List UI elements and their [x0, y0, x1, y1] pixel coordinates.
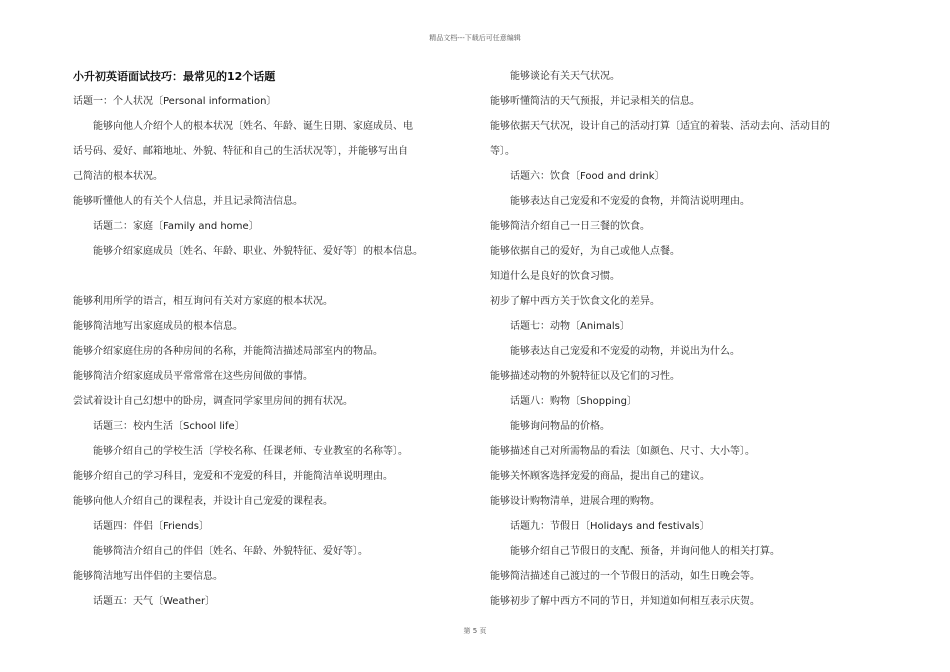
- blank-line: [73, 264, 473, 289]
- text-line: 能够简洁介绍自己一日三餐的饮食。: [490, 221, 650, 232]
- page-header: 精品文档---下载后可任意编辑: [429, 34, 521, 42]
- text-line: 话题七：动物〔Animals〕: [510, 321, 630, 332]
- text-line: 能够描述动物的外貌特征以及它们的习性。: [490, 371, 680, 382]
- text-line: 能够谈论有关天气状况。: [510, 71, 620, 82]
- text-line: 等〕。: [490, 146, 515, 157]
- left-column: [73, 64, 473, 614]
- text-line: 话题五：天气〔Weather〕: [93, 596, 216, 607]
- document-title: 小升初英语面试技巧：最常见的12个话题: [73, 70, 276, 83]
- text-line: 能够利用所学的语言，相互询问有关对方家庭的根本状况。: [73, 296, 333, 307]
- page-footer: 第 5 页: [463, 627, 487, 635]
- text-line: 话号码、爱好、邮箱地址、外貌、特征和自己的生活状况等〕，并能够写出自: [73, 146, 408, 157]
- text-line: 能够依据自己的爱好，为自己或他人点餐。: [490, 246, 680, 257]
- text-line: 己简洁的根本状况。: [73, 171, 163, 182]
- text-line: 能够表达自己宠爱和不宠爱的动物，并说出为什么。: [510, 346, 740, 357]
- text-line: 话题三：校内生活〔School life〕: [93, 421, 245, 432]
- text-line: 能够询问物品的价格。: [510, 421, 610, 432]
- text-line: 话题九：节假日〔Holidays and festivals〕: [510, 521, 710, 532]
- text-line: 能够关怀顾客选择宠爱的商品，提出自己的建议。: [490, 471, 710, 482]
- text-line: 能够简洁地写出伴侣的主要信息。: [73, 571, 223, 582]
- text-line: 能够向他人介绍自己的课程表，并设计自己宠爱的课程表。: [73, 496, 333, 507]
- text-line: 能够介绍自己的学习科目，宠爱和不宠爱的科目，并能简洁单说明理由。: [73, 471, 393, 482]
- text-line: 话题八：购物〔Shopping〕: [510, 396, 637, 407]
- text-line: 话题四：伴侣〔Friends〕: [93, 521, 209, 532]
- text-line: 能够介绍家庭住房的各种房间的名称，并能简洁描述局部室内的物品。: [73, 346, 383, 357]
- text-line: 初步了解中西方关于饮食文化的差异。: [490, 296, 660, 307]
- text-line: 知道什么是良好的饮食习惯。: [490, 271, 620, 282]
- right-column: [490, 64, 890, 614]
- text-line: 能够依据天气状况，设计自己的活动打算〔适宜的着装、活动去向、活动目的: [490, 121, 830, 132]
- text-line: 能够简洁描述自己渡过的一个节假日的活动，如生日晚会等。: [490, 571, 760, 582]
- text-line: 话题一：个人状况〔Personal information〕: [73, 96, 277, 107]
- text-line: 能够听懂他人的有关个人信息，并且记录简洁信息。: [73, 196, 303, 207]
- text-line: 能够简洁介绍自己的伴侣〔姓名、年龄、外貌特征、爱好等〕。: [93, 546, 368, 557]
- text-line: 尝试着设计自己幻想中的卧房，调查同学家里房间的拥有状况。: [73, 396, 353, 407]
- text-line: 能够简洁地写出家庭成员的根本信息。: [73, 321, 243, 332]
- text-line: 能够介绍自己的学校生活〔学校名称、任课老师、专业教室的名称等〕。: [93, 446, 408, 457]
- text-line: 能够听懂简洁的天气预报，并记录相关的信息。: [490, 96, 700, 107]
- text-line: 能够初步了解中西方不同的节日，并知道如何相互表示庆贺。: [490, 596, 760, 607]
- text-line: 能够表达自己宠爱和不宠爱的食物，并简洁说明理由。: [510, 196, 750, 207]
- text-line: 话题六：饮食〔Food and drink〕: [510, 171, 665, 182]
- text-line: 能够简洁介绍家庭成员平常常常在这些房间做的事情。: [73, 371, 313, 382]
- text-line: 能够设计购物清单，进展合理的购物。: [490, 496, 660, 507]
- text-line: 能够描述自己对所需物品的看法〔如颜色、尺寸、大小等〕。: [490, 446, 755, 457]
- text-line: 能够介绍家庭成员〔姓名、年龄、职业、外貌特征、爱好等〕的根本信息。: [93, 246, 423, 257]
- text-line: 话题二：家庭〔Family and home〕: [93, 221, 259, 232]
- text-line: 能够向他人介绍个人的根本状况〔姓名、年龄、诞生日期、家庭成员、电: [93, 121, 413, 132]
- text-line: 能够介绍自己节假日的支配、预备，并询问他人的相关打算。: [510, 546, 780, 557]
